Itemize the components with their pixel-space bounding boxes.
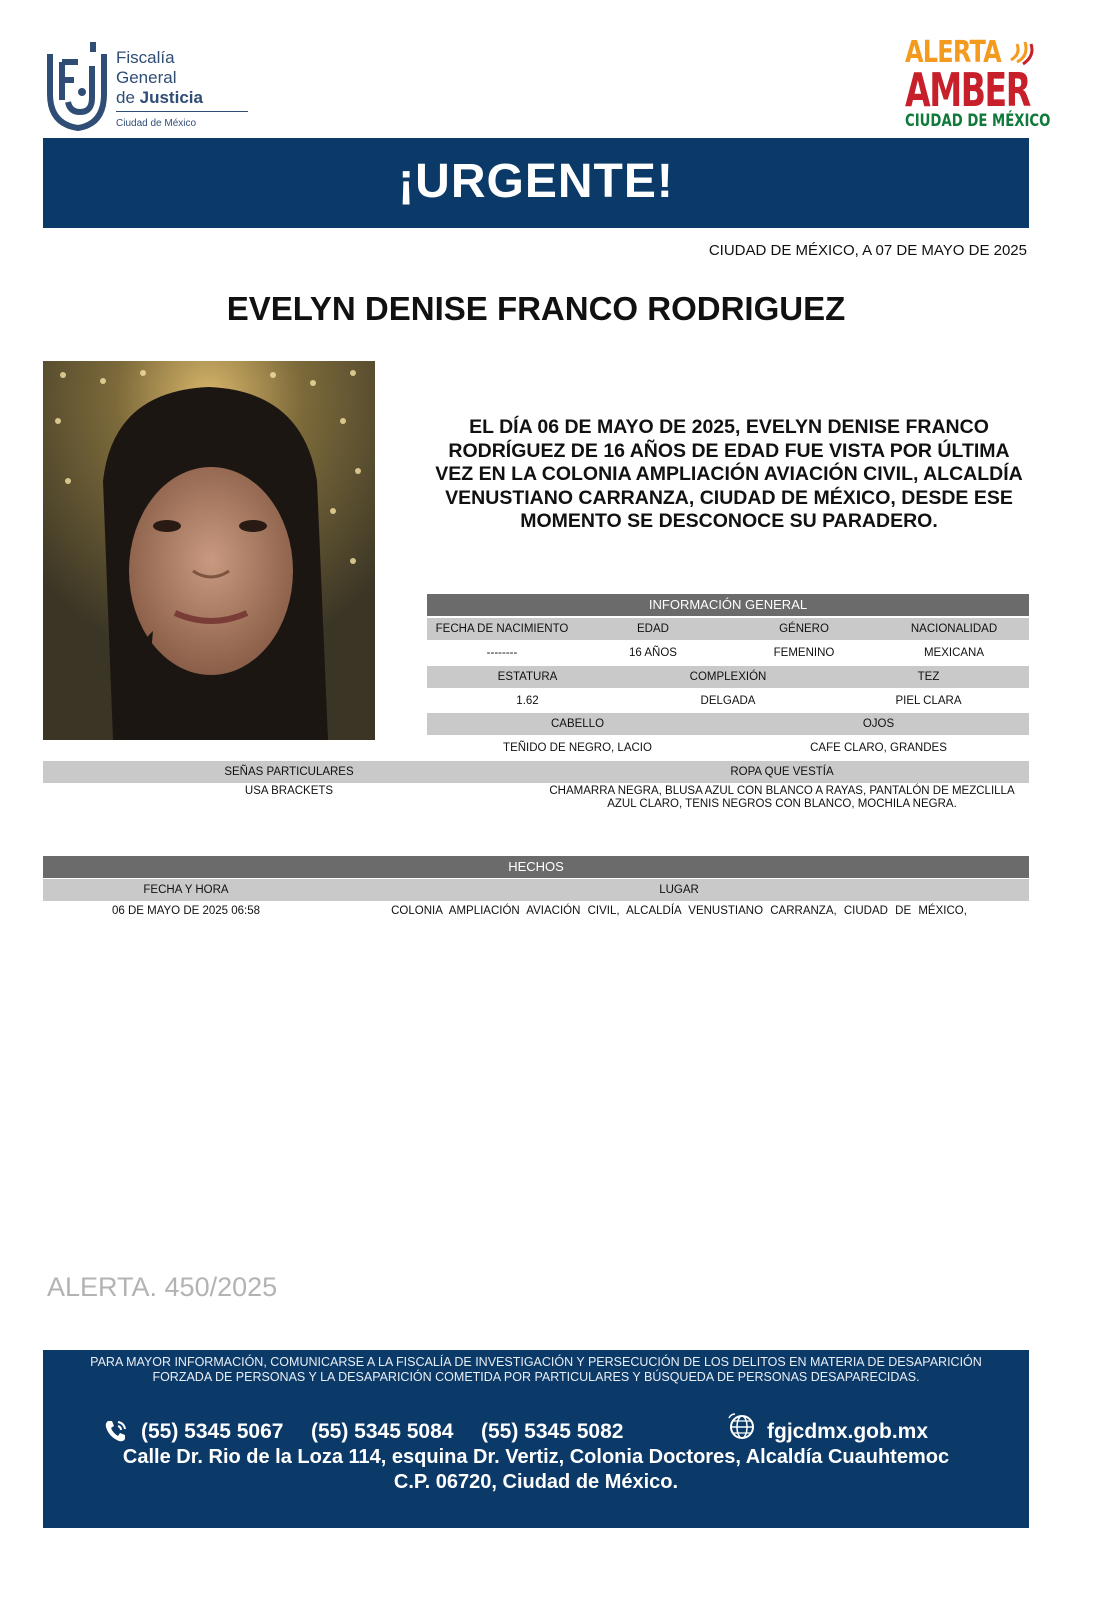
label-genero: GÉNERO <box>779 623 829 635</box>
date-line: CIUDAD DE MÉXICO, A 07 DE MAYO DE 2025 <box>708 242 1027 259</box>
fgj-logo <box>44 40 244 132</box>
value-complexion: DELGADA <box>700 695 756 707</box>
fgj-logo-text: Fiscalía General de Justicia <box>116 48 203 107</box>
value-ojos: CAFE CLARO, GRANDES <box>810 742 947 754</box>
value-fecha-hora: 06 DE MAYO DE 2025 06:58 <box>111 905 261 917</box>
value-tez: PIEL CLARA <box>895 695 962 707</box>
label-nacionalidad: NACIONALIDAD <box>910 623 998 635</box>
hechos-labels <box>43 879 1029 901</box>
hechos-header: HECHOS <box>43 856 1029 878</box>
value-fecha-nacimiento: -------- <box>486 647 518 659</box>
info-row3-values <box>427 737 1029 759</box>
person-name: EVELYN DENISE FRANCO RODRIGUEZ <box>226 290 846 327</box>
label-ropa: ROPA QUE VESTÍA <box>730 766 834 778</box>
signal-waves-icon <box>1007 40 1035 66</box>
amber-logo-line1: ALERTA <box>905 35 1001 70</box>
hechos-values <box>43 902 1029 920</box>
info-row4-labels <box>43 761 1029 783</box>
address-line-1: Calle Dr. Rio de la Loza 114, esquina Dr. Vertiz, Colonia Doctores, Alcaldía Cuauhtemoc <box>122 1446 950 1468</box>
value-edad: 16 AÑOS <box>629 647 677 659</box>
value-genero: FEMENINO <box>773 647 835 659</box>
info-row2-values <box>427 690 1029 712</box>
footer-note: PARA MAYOR INFORMACIÓN, COMUNICARSE A LA FISCALÍA DE INVESTIGACIÓN Y PERSECUCIÓN DE LOS DELITOS EN MATERIA DE DESAPARICIÓN FORZADA DE PERSONAS Y LA DESAPARICIÓN COMETIDA POR PARTICULARES Y BÚSQUEDA DE PERSONAS DESAPARECIDAS. <box>90 1355 982 1384</box>
label-cabello: CABELLO <box>550 718 605 730</box>
amber-logo-line2: AMBER <box>905 63 1030 117</box>
value-senas-particulares: USA BRACKETS <box>244 785 334 797</box>
value-nacionalidad: MEXICANA <box>923 647 985 659</box>
value-lugar: COLONIA AMPLIACIÓN AVIACIÓN CIVIL, ALCALDÍA VENUSTIANO CARRANZA, CIUDAD DE MÉXICO, <box>391 905 967 917</box>
info-general-header: INFORMACIÓN GENERAL <box>427 594 1029 616</box>
label-estatura: ESTATURA <box>497 671 558 683</box>
label-fecha-nacimiento: FECHA DE NACIMIENTO <box>435 623 569 635</box>
label-senas-particulares: SEÑAS PARTICULARES <box>224 766 354 778</box>
label-fecha-hora: FECHA Y HORA <box>143 884 229 896</box>
label-edad: EDAD <box>637 623 669 635</box>
info-row4-values <box>43 784 1029 814</box>
info-row2-labels <box>427 666 1029 688</box>
footer-contacts <box>103 1418 983 1446</box>
fgj-emblem-icon <box>44 40 110 132</box>
disappearance-statement: EL DÍA 06 DE MAYO DE 2025, EVELYN DENISE FRANCO RODRÍGUEZ DE 16 AÑOS DE EDAD FUE VISTA POR ÚLTIMA VEZ EN LA COLONIA AMPLIACIÓN AVIACIÓN CIVIL, ALCALDÍA VENUSTIANO CARRANZA, CIUDAD DE MÉXICO, DESDE ESE MOMENTO SE DESCONOCE SU PARADERO. <box>435 416 1023 532</box>
label-ojos: OJOS <box>862 718 895 730</box>
alert-number: ALERTA. 450/2025 <box>47 1272 278 1302</box>
urgent-banner: ¡URGENTE! <box>43 138 1029 228</box>
person-photo <box>43 361 375 740</box>
info-row1-values <box>427 642 1029 664</box>
value-estatura: 1.62 <box>516 695 539 707</box>
website-link[interactable]: fgjcdmx.gob.mx <box>767 1420 929 1443</box>
label-complexion: COMPLEXIÓN <box>689 671 767 683</box>
globe-icon <box>727 1412 757 1442</box>
info-row3-labels <box>427 713 1029 735</box>
alerta-amber-logo <box>905 35 1051 134</box>
phone-number-2[interactable]: (55) 5345 5084 <box>311 1420 454 1443</box>
label-lugar: LUGAR <box>659 884 699 896</box>
value-ropa: CHAMARRA NEGRA, BLUSA AZUL CON BLANCO A RAYAS, PANTALÓN DE MEZCLILLA AZUL CLARO, TENIS NEGROS CON BLANCO, MOCHILA NEGRA. <box>549 785 1015 810</box>
contact-footer <box>43 1350 1029 1528</box>
phone-icon <box>103 1418 129 1444</box>
value-cabello: TEÑIDO DE NEGRO, LACIO <box>503 742 652 754</box>
label-tez: TEZ <box>917 671 940 683</box>
fgj-logo-subline: Ciudad de México <box>116 118 197 129</box>
phone-number-3[interactable]: (55) 5345 5082 <box>481 1420 624 1443</box>
info-row1-labels <box>427 618 1029 640</box>
amber-logo-line3: CIUDAD DE MÉXICO <box>905 111 1051 131</box>
footer-address <box>43 1445 1029 1495</box>
address-line-2: C.P. 06720, Ciudad de México. <box>393 1471 679 1493</box>
phone-number-1[interactable]: (55) 5345 5067 <box>141 1420 284 1443</box>
